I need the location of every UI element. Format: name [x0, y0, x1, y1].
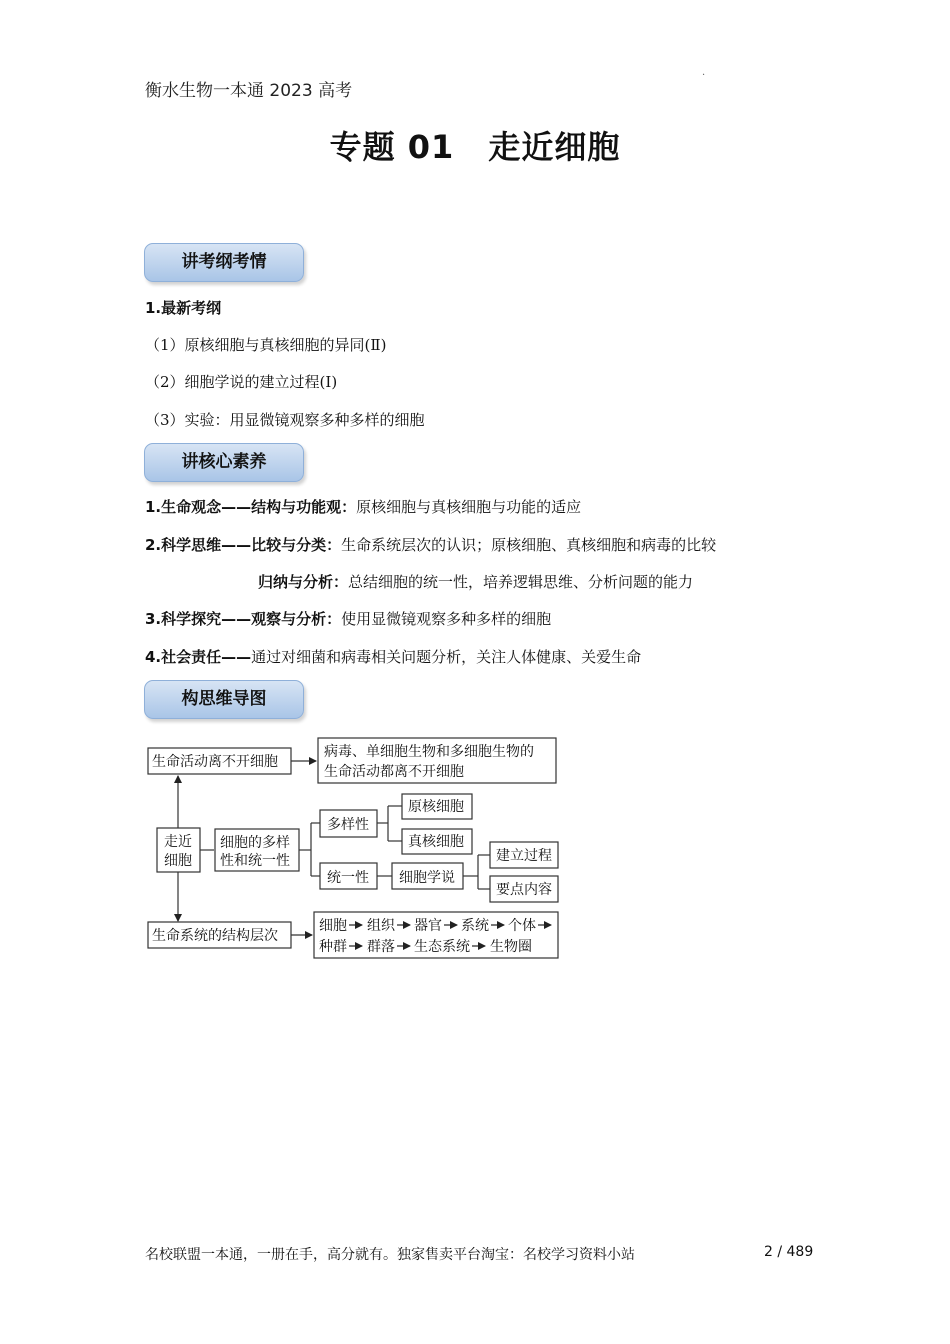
mm-level-population: 种群: [319, 939, 347, 955]
mm-life-activity-desc-2: 生命活动都离不开细胞: [324, 764, 464, 780]
mm-prokaryote: 原核细胞: [408, 799, 464, 815]
mm-center-2: 细胞: [164, 853, 192, 869]
mm-diversity-unity-2: 性和统一性: [220, 853, 290, 869]
outline-heading: 1.最新考纲: [145, 299, 222, 317]
mm-level-cell: 细胞: [319, 918, 347, 934]
mm-level-community: 群落: [367, 939, 395, 955]
mm-diversity: 多样性: [327, 817, 369, 833]
mm-level-ecosystem: 生态系统: [414, 939, 470, 955]
mm-cell-theory: 细胞学说: [399, 870, 455, 886]
title-topic: 走近细胞: [488, 128, 621, 166]
mm-level-biosphere: 生物圈: [490, 939, 532, 955]
section-tab-mindmap: 构思维导图: [144, 680, 304, 719]
mm-life-activity: 生命活动离不开细胞: [152, 754, 278, 770]
literacy-item: 归纳与分析：总结细胞的统一性，培养逻辑思维、分析问题的能力: [258, 573, 694, 591]
outline-item: （3）实验：用显微镜观察多种多样的细胞: [145, 411, 425, 429]
outline-item: （2）细胞学说的建立过程(Ⅰ): [145, 373, 338, 391]
mm-center-1: 走近: [164, 834, 192, 850]
section-tab-outline: 讲考纲考情: [144, 243, 304, 282]
title-number: 专题 01: [329, 128, 455, 166]
mm-eukaryote: 真核细胞: [408, 834, 464, 850]
mm-diversity-unity-1: 细胞的多样: [220, 835, 290, 851]
mm-unity: 统一性: [327, 870, 369, 886]
page-header: 衡水生物一本通 2023 高考: [145, 81, 353, 101]
mm-level-tissue: 组织: [367, 918, 395, 934]
mm-key-points: 要点内容: [496, 882, 552, 898]
mm-level-system: 系统: [461, 918, 489, 934]
literacy-item: 2.科学思维——比较与分类：生命系统层次的认识；原核细胞、真核细胞和病毒的比较: [145, 536, 717, 554]
page-footer: 名校联盟一本通，一册在手，高分就有。独家售卖平台淘宝：名校学习资料小站: [145, 1247, 635, 1263]
literacy-item: 1.生命观念——结构与功能观：原核细胞与真核细胞与功能的适应: [145, 498, 582, 516]
mm-level-individual: 个体: [508, 918, 536, 934]
mm-levels: 生命系统的结构层次: [152, 928, 278, 944]
mm-life-activity-desc-1: 病毒、单细胞生物和多细胞生物的: [324, 744, 534, 760]
literacy-item: 4.社会责任——通过对细菌和病毒相关问题分析，关注人体健康、关爱生命: [145, 648, 642, 666]
mm-establish: 建立过程: [496, 848, 552, 864]
literacy-item: 3.科学探究——观察与分析：使用显微镜观察多种多样的细胞: [145, 610, 552, 628]
section-tab-literacy: 讲核心素养: [144, 443, 304, 482]
mm-level-organ: 器官: [414, 918, 442, 934]
page-number: 2 / 489: [764, 1244, 814, 1260]
header-dot: ·: [702, 70, 706, 81]
outline-item: （1）原核细胞与真核细胞的异同(Ⅱ): [145, 336, 387, 354]
